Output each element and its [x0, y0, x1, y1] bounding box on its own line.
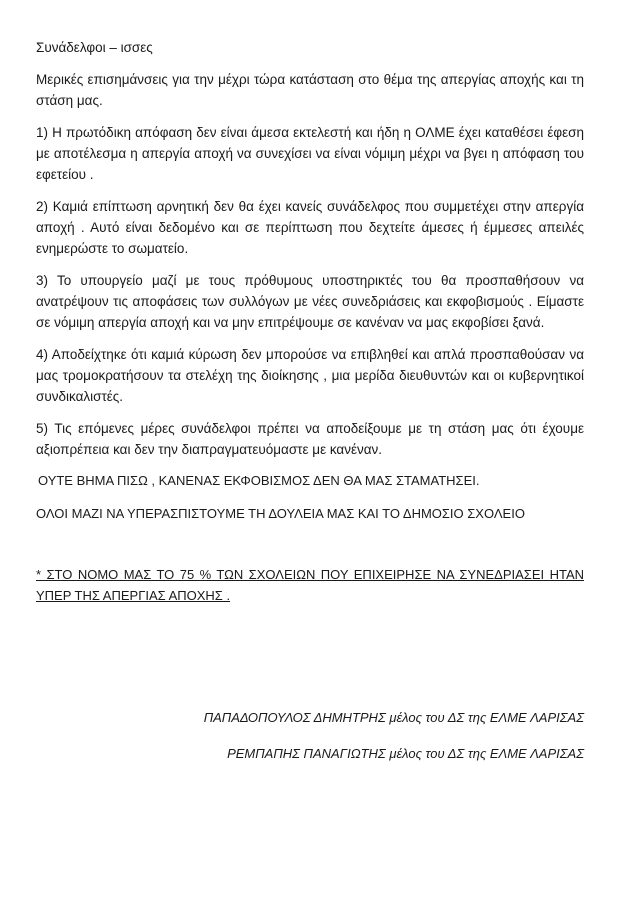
slogan-all-together: ΟΛΟΙ ΜΑΖΙ ΝΑ ΥΠΕΡΑΣΠΙΣΤΟΥΜΕ ΤΗ ΔΟΥΛΕΙΑ ΜΑΣ ΚΑΙ ΤΟ ΔΗΜΟΣΙΟ ΣΧΟΛΕΙΟ [36, 506, 525, 521]
point-2-paragraph: 2) Καμιά επίπτωση αρνητική δεν θα έχει κανείς συνάδελφος που συμμετέχει στην απεργία αποχή . Αυτό είναι δεδομένο και σε περίπτωση που δεχτείτε άμεσες ή έμμεσες απειλές ενημερώστε το σωματείο. [36, 199, 584, 256]
greeting: Συνάδελφοι – ισσες [36, 40, 153, 55]
point-1-paragraph: 1) Η πρωτόδικη απόφαση δεν είναι άμεσα εκτελεστή και ήδη η ΟΛΜΕ έχει καταθέσει έφεση με αποτέλεσμα η απεργία αποχή να συνεχίσει να είναι νόμιμη μέχρι να βγει η απόφαση του εφετείου . [36, 125, 584, 182]
signature-rempapis: ΡΕΜΠΑΠΗΣ ΠΑΝΑΓΙΩΤΗΣ μέλος του ΔΣ της ΕΛΜΕ ΛΑΡΙΣΑΣ [227, 746, 584, 761]
letter-body [36, 38, 584, 619]
signature-block [204, 708, 584, 780]
intro-paragraph: Μερικές επισημάνσεις για την μέχρι τώρα κατάσταση στο θέμα της απεργίας αποχής και τη στάση μας. [36, 72, 584, 108]
point-4-paragraph: 4) Αποδείχτηκε ότι καμιά κύρωση δεν μπορούσε να επιβληθεί και απλά προσπαθούσαν να μας τρομοκρατήσουν τα στελέχη της διοίκησης , μια μερίδα διευθυντών και οι κυβερνητικοί συνδικαλιστές. [36, 347, 584, 404]
point-3-paragraph: 3) Το υπουργείο μαζί με τους πρόθυμους υποστηρικτές του θα προσπαθήσουν να ανατρέψουν τις αποφάσεις των συλλόγων με νέες συνεδριάσεις και εκφοβισμούς . Είμαστε σε νόμιμη απεργία αποχή και να μην επιτρέψουμε σε κανέναν να μας εκφοβίσει ξανά. [36, 273, 584, 330]
point-5-paragraph: 5) Τις επόμενες μέρες συνάδελφοι πρέπει να αποδείξουμε με τη στάση μας ότι έχουμε αξιοπρέπεια και δεν την διαπραγματευόμαστε με κανέναν. [36, 421, 584, 457]
footnote-schools-result: * ΣΤΟ ΝΟΜΟ ΜΑΣ ΤΟ 75 % ΤΩΝ ΣΧΟΛΕΙΩΝ ΠΟΥ ΕΠΙΧΕΙΡΗΣΕ ΝΑ ΣΥΝΕΔΡΙΑΣΕΙ ΗΤΑΝ ΥΠΕΡ ΤΗΣ ΑΠΕΡΓΙΑΣ ΑΠΟΧΗΣ . [36, 567, 584, 603]
signature-papadopoulos: ΠΑΠΑΔΟΠΟΥΛΟΣ ΔΗΜΗΤΡΗΣ μέλος του ΔΣ της ΕΛΜΕ ΛΑΡΙΣΑΣ [203, 710, 584, 725]
slogan-no-step-back: ΟΥΤΕ ΒΗΜΑ ΠΙΣΩ , ΚΑΝΕΝΑΣ ΕΚΦΟΒΙΣΜΟΣ ΔΕΝ ΘΑ ΜΑΣ ΣΤΑΜΑΤΗΣΕΙ. [38, 473, 480, 488]
